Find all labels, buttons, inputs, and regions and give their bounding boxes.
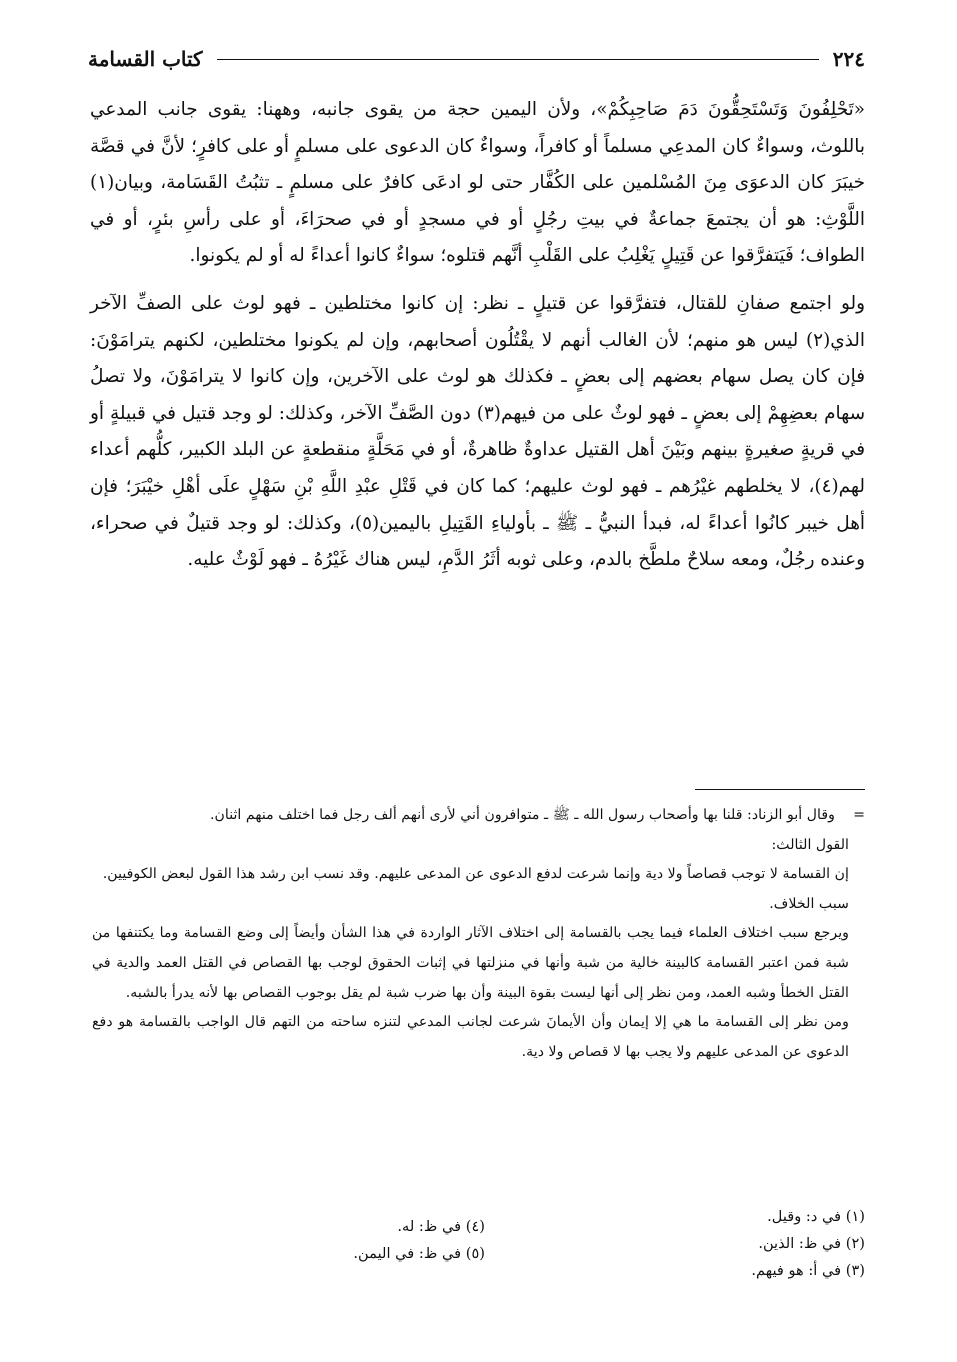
page-number: ٢٢٤ [832,47,865,71]
note-continuation [92,801,865,831]
continuation-mark: = [853,807,865,823]
footnote-4: (٤) في ظ: له. [397,1218,485,1235]
note-heading-third-opinion: القول الثالث: [771,836,849,853]
page-header [88,42,865,76]
header-rule [217,59,819,60]
running-title: كتاب القسامة [88,47,203,71]
footnotes-column-left [255,1213,485,1267]
footnote-2: (٢) في ظ: الذين. [758,1235,865,1252]
footnotes-column-right [635,1203,865,1284]
note-text-1: وقال أبو الزناد: قلنا بها وأصحاب رسول الله ـ ﷺ ـ متوافرون أني لأرى أنهم ألف رجل فما اختلف منهم اثنان. [209,807,835,823]
note-text-3: إن القسامة لا توجب قصاصاً ولا دية وإنما شرعت لدفع الدعوى عن المدعى عليهم. وقد نسب ابن رشد هذا القول لبعض الكوفيين. [102,866,849,883]
continued-notes [92,801,865,1067]
note-text-6: ومن نظر إلى القسامة ما هي إلا إيمان وأن الأيمانَ شرعت لجانب المدعي لتنزه ساحته من التهم قال الواجب بالقسامة هو دفع الدعوى عن المدعى عليهم ولا يجب بها لا قصاص ولا دية. [92,1014,849,1060]
footnote-separator [695,789,865,790]
main-text [90,92,865,579]
footnote-1: (١) في د: وقيل. [767,1208,865,1225]
footnote-5: (٥) في ظ: في اليمن. [353,1245,485,1262]
footnote-3: (٣) في أ: هو فيهم. [751,1262,865,1279]
note-text-5: ويرجع سبب اختلاف العلماء فيما يجب بالقسامة إلى اختلاف الآثار الواردة في هذا الشأن وأيضاً إلى وضع القسامة وما يكتنفها من شبة فمن اعتبر القسامة كالبينة خالية من شبة وأنها في منزلتها في إثبات الحقوق لوجب بها القصاص في القتل العمد والدية في القتل الخطأ وشبه العمد، ومن نظر إلى أنها ليست بقوة البينة وأن بها ضرب شبة لم يقل بوجوب القصاص بها لأنه يدرأ بالشبه. [92,925,849,1001]
footnotes [92,1203,865,1293]
main-paragraph-1: «تَحْلِفُونَ وَتَسْتَحِقُّونَ دَمَ صَاحِبِكُمْ»، ولأن اليمين حجة من يقوى جانبه، وههنا: يقوى جانب المدعي باللوث، وسواءٌ كان المدعِي مسلماً أو كافراً، وسواءٌ كان الدعوى على مسلمٍ أو على كافرٍ؛ لأنَّ في قصَّة خيبَرَ كان الدعوَى مِنَ المُسْلمين على الكُفَّار حتى لو ادعَى كافرٌ على مسلمٍ ـ تثبُتُ القَسَامة، وبيان(١) اللَّوْثِ: هو أن يجتمعَ جماعةٌ في بيتِ رجُلٍ أو في مسجدٍ أو في صحرَاءَ، أو على رأسِ بئرٍ، أو في الطواف؛ فَيَتفرَّقوا عن قَتِيلٍ يَغْلِبُ على القَلْبِ أنَّهم قتلوه؛ سواءٌ كانوا أعداءً له أو لم يكونوا. [90,99,865,267]
main-paragraph-2: ولو اجتمع صفانِ للقتال، فتفرَّقوا عن قتيلٍ ـ نظر: إن كانوا مختلطين ـ فهو لوث على الصفِّ الآخر الذي(٢) ليس هو منهم؛ لأن الغالب أنهم لا يقْتُلُون أصحابهم، وإن لم يكونوا مختلطين، لكنهم يترامَوْنَ: فإن كان يصل سهام بعضهم إلى بعضٍ ـ فكذلك هو لوث على الآخرين، وإن كانوا لا يترامَوْنَ، ولا تصلُ سهام بعضِهِمْ إلى بعضٍ ـ فهو لوثٌ على من فيهم(٣) دون الصَّفِّ الآخر، وكذلك: لو وجد قتيل في قبيلةٍ أو في قريةٍ صغيرةٍ بينهم وبَيْنَ أهل القتيل عداوةٌ ظاهرةٌ، أو في مَحَلَّةٍ منقطعةٍ عن البلد الكبير، كلُّهم أعداء لهم(٤)، لا يخلطهم غيْرُهم ـ فهو لوث عليهم؛ كما كان في قَتْلِ عبْدِ اللَّهِ بْنِ سَهْلٍ علَى أهْلِ خيْبَرَ؛ فإن أهل خيبر كانُوا أعداءً له، فبدأ النبيُّ ـ ﷺ ـ بأولياءِ القَتِيلِ باليمين(٥)، وكذلك: لو وجد قتيلٌ في صحراء، وعنده رجُلٌ، ومعه سلاحٌ ملطَّخ بالدم، وعلى ثوبه أثَرُ الدَّمِ، ليس هناك غَيْرُهُ ـ فهو لَوْثٌ عليه. [90,292,866,571]
note-heading-reason: سبب الخلاف. [769,895,849,912]
